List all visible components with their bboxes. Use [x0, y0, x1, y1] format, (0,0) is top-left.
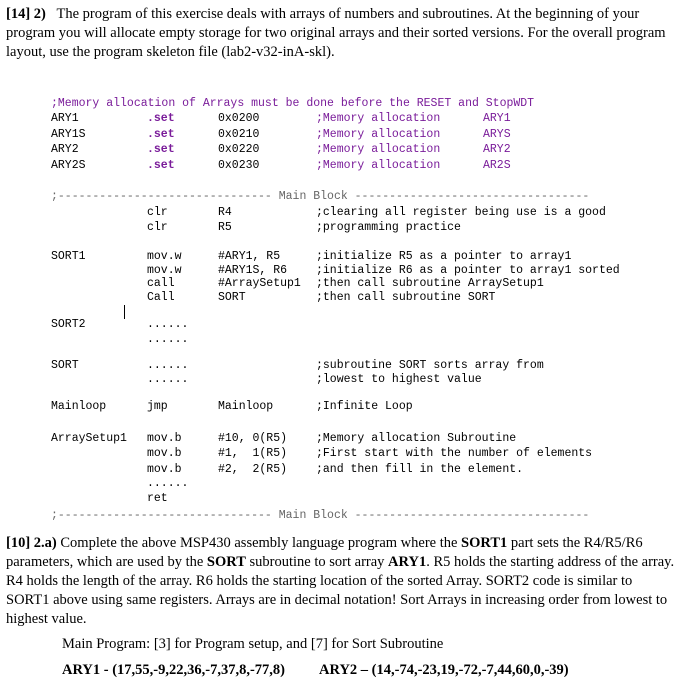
instruction-comment: ;initialize R6 as a pointer to array1 sorted [316, 264, 620, 277]
set-name: AR2S [483, 159, 511, 172]
set-label: ARY1 [51, 112, 79, 125]
question-bold: ARY1 [388, 554, 427, 570]
clr-arg: R5 [218, 221, 232, 234]
clr-comment: ;clearing all register being use is a good [316, 206, 606, 219]
set-address: 0x0230 [218, 159, 260, 172]
array-values [62, 662, 569, 679]
set-comment: ;Memory allocation [316, 159, 441, 172]
placeholder-dots: ...... [147, 318, 189, 331]
instruction-arg: #1, 1(R5) [218, 447, 288, 460]
clr-arg: R4 [218, 206, 232, 219]
ary1-values: ARY1 - (17,55,-9,22,36,-7,37,8,-77,8) [62, 662, 286, 678]
intro-text: The program of this exercise deals with arrays of numbers and subroutines. At the beginning of your program you will allocate empty storage for two original arrays and their sorted versions. For the overall program layout, use the program skeleton file (lab2-v32-inA-skl). [6, 6, 666, 60]
set-comment: ;Memory allocation [316, 128, 441, 141]
instruction-op: jmp [147, 400, 168, 413]
sort2-label: SORT2 [51, 318, 86, 331]
set-label: ARY2S [51, 159, 86, 172]
set-directive: .set [147, 159, 175, 172]
sort-comment: ;lowest to highest value [316, 373, 482, 386]
instruction-comment: ;First start with the number of elements [316, 447, 593, 460]
instruction-op: mov.w [147, 250, 182, 263]
intro-marker: [14] 2) [6, 6, 46, 22]
text-cursor [124, 305, 125, 319]
question-text: subroutine to sort array [245, 554, 389, 570]
instruction-op: mov.b [147, 463, 182, 476]
question-text: part sets the R4/R5/R6 parameters, which are used by the [6, 535, 643, 570]
question-paragraph [6, 534, 678, 629]
set-address: 0x0200 [218, 112, 260, 125]
placeholder-dots: ...... [147, 373, 189, 386]
instruction-arg: Mainloop [218, 400, 274, 413]
question-marker: [10] 2.a) [6, 535, 57, 551]
instruction-op: mov.b [147, 447, 182, 460]
question-text: . R5 holds the starting address of the array. R4 holds the length of the array. R6 holds the starting location of the sorted Array. SORT2 code is similar to SORT1 above using same registers. Arrays are in decimal notation! Sort Arrays in increasing order from lowest to highest value. [6, 554, 675, 627]
question-bold: SORT1 [461, 535, 508, 551]
ret-instruction: ret [147, 492, 168, 505]
placeholder-dots: ...... [147, 359, 189, 372]
instruction-op: Call [147, 291, 175, 304]
instruction-arg: #2, 2(R5) [218, 463, 288, 476]
placeholder-dots: ...... [147, 477, 189, 490]
instruction-comment: ;Infinite Loop [316, 400, 413, 413]
arraysetup-label: ArraySetup1 [51, 432, 127, 445]
set-address: 0x0220 [218, 143, 260, 156]
instruction-comment: ;initialize R5 as a pointer to array1 [316, 250, 572, 263]
sort-comment: ;subroutine SORT sorts array from [316, 359, 544, 372]
instruction-comment: ;then call subroutine ArraySetup1 [316, 277, 544, 290]
instruction-arg: #ARY1, R5 [218, 250, 281, 263]
main-block-separator-bottom: ;------------------------------- Main Block ---------------------------------- [51, 509, 590, 522]
set-label: ARY2 [51, 143, 79, 156]
main-block-separator-top: ;------------------------------- Main Block ---------------------------------- [51, 190, 590, 203]
clr-comment: ;programming practice [316, 221, 461, 234]
instruction-arg: #ArraySetup1 [218, 277, 301, 290]
question-text: Complete the above MSP430 assembly language program where the [60, 535, 462, 551]
ary2-values: ARY2 – (14,-74,-23,19,-72,-7,44,60,0,-39) [319, 662, 569, 678]
set-name: ARYS [483, 128, 511, 141]
sort1-label: SORT1 [51, 250, 86, 263]
set-name: ARY2 [483, 143, 511, 156]
question-bold: SORT [206, 554, 246, 570]
clr-op: clr [147, 206, 168, 219]
clr-op: clr [147, 221, 168, 234]
instruction-op: mov.w [147, 264, 182, 277]
set-comment: ;Memory allocation [316, 143, 441, 156]
set-name: ARY1 [483, 112, 511, 125]
instruction-comment: ;then call subroutine SORT [316, 291, 496, 304]
instruction-comment: ;and then fill in the element. [316, 463, 524, 476]
instruction-arg: SORT [218, 291, 246, 304]
placeholder-dots: ...... [147, 333, 189, 346]
instruction-comment: ;Memory allocation Subroutine [316, 432, 517, 445]
main-program-points: Main Program: [3] for Program setup, and [7] for Sort Subroutine [62, 636, 444, 652]
set-directive: .set [147, 128, 175, 141]
header-comment: ;Memory allocation of Arrays must be done before the RESET and StopWDT [51, 97, 535, 110]
instruction-op: mov.b [147, 432, 182, 445]
sort-label: SORT [51, 359, 79, 372]
instruction-op: call [147, 277, 175, 290]
set-comment: ;Memory allocation [316, 112, 441, 125]
instruction-arg: #10, 0(R5) [218, 432, 288, 445]
set-label: ARY1S [51, 128, 86, 141]
mainloop-label: Mainloop [51, 400, 107, 413]
set-directive: .set [147, 112, 175, 125]
instruction-arg: #ARY1S, R6 [218, 264, 288, 277]
set-directive: .set [147, 143, 175, 156]
set-address: 0x0210 [218, 128, 260, 141]
